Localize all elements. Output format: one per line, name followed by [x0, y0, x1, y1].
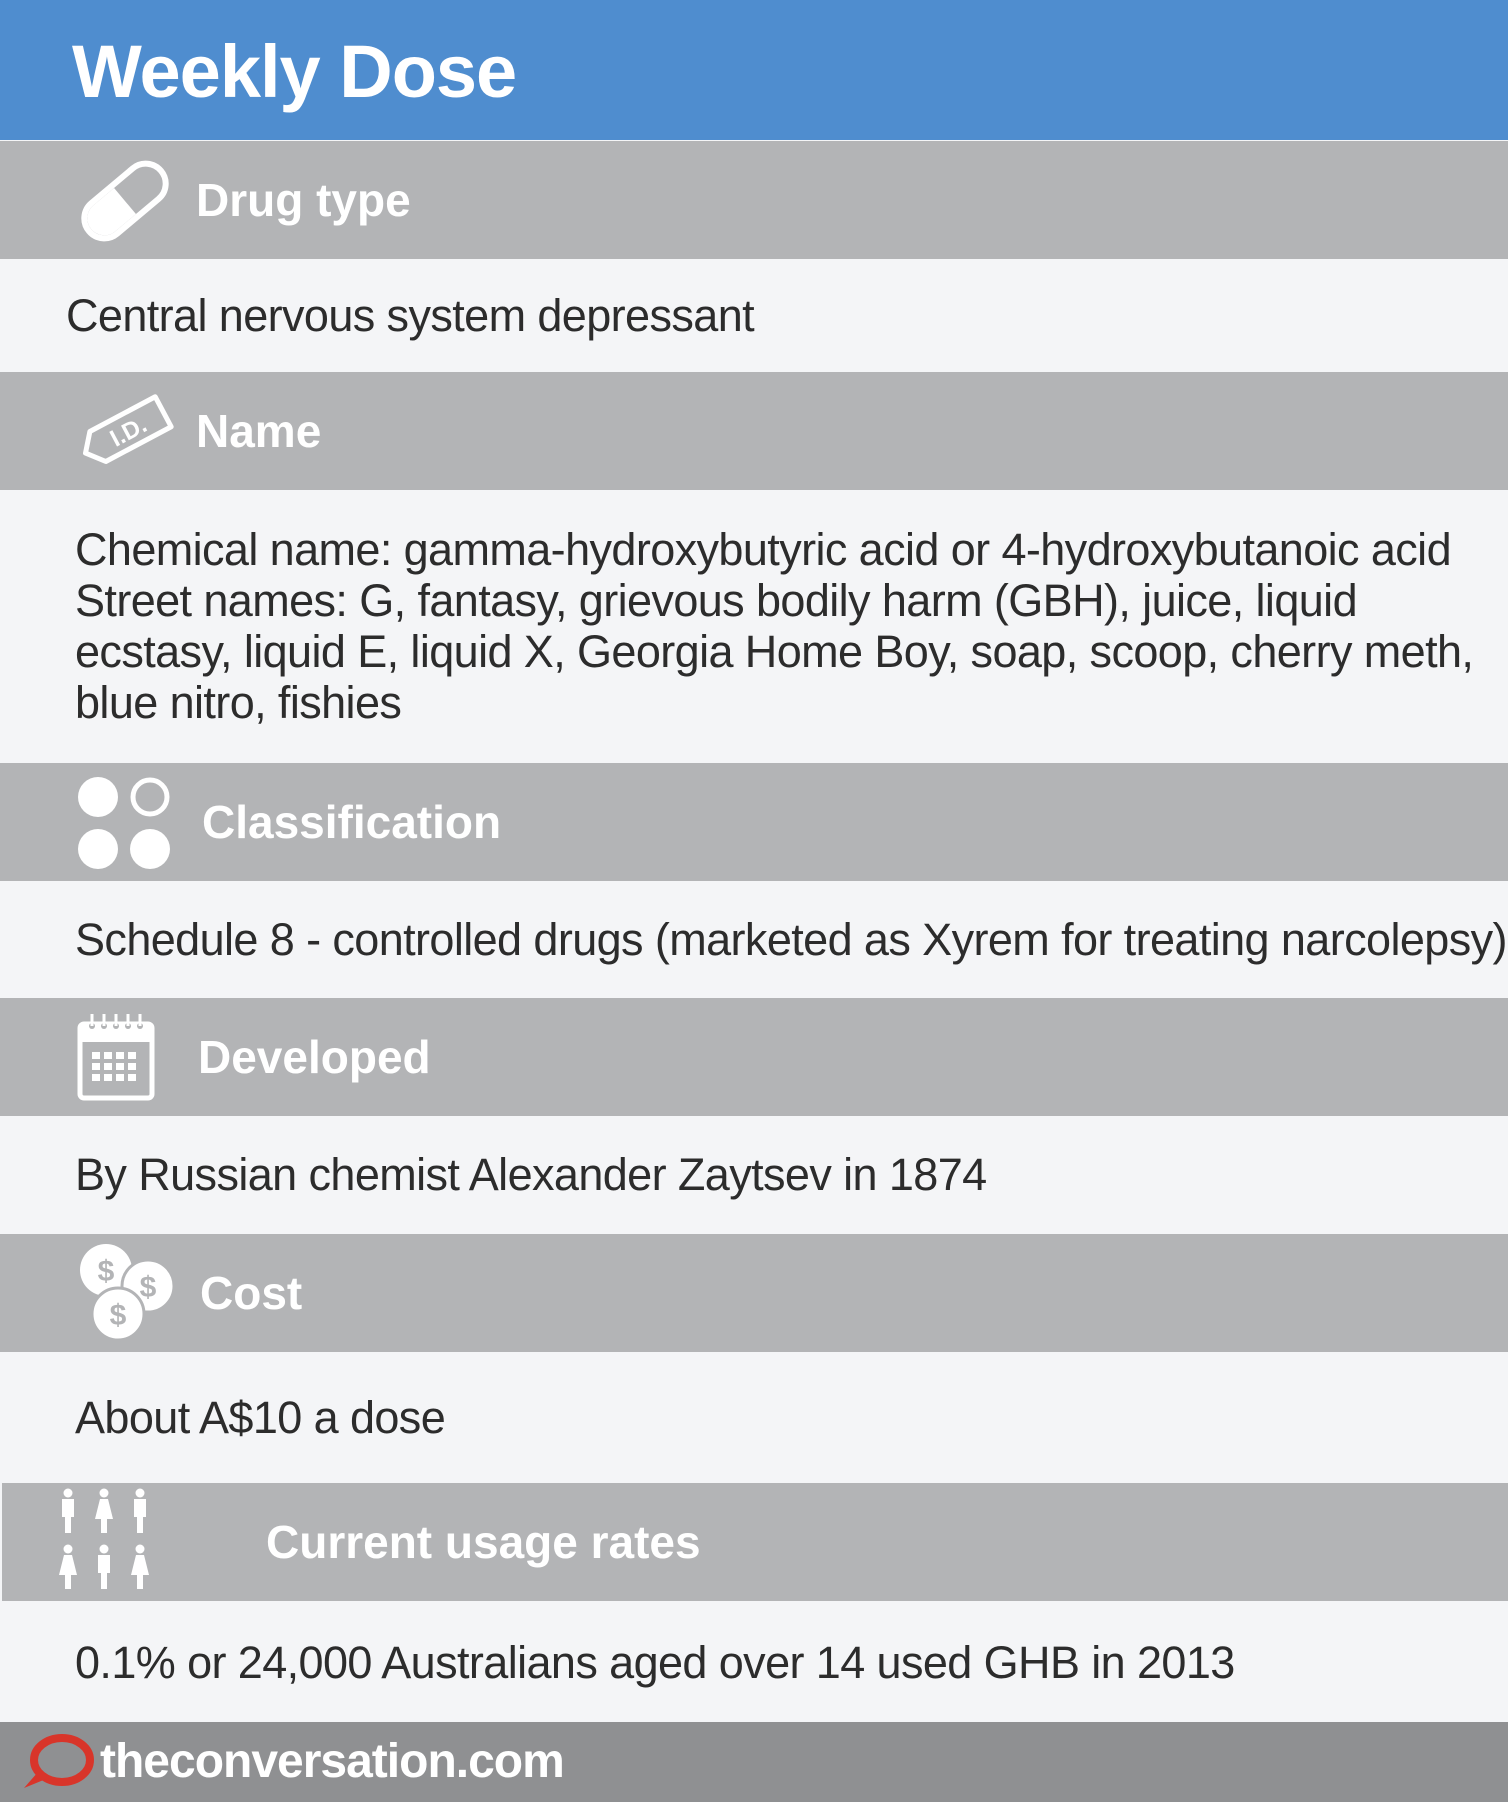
section-body-name — [0, 490, 1508, 762]
speech-bubble-logo-icon — [20, 1732, 96, 1797]
dots-icon — [74, 773, 178, 878]
section-body-classification — [0, 881, 1508, 997]
section-text: About A$10 a dose — [75, 1392, 446, 1443]
coin-symbol: $ — [97, 1255, 115, 1288]
section-header-drug-type — [0, 141, 1508, 259]
section-heading: Cost — [200, 1267, 303, 1319]
page-title: Weekly Dose — [72, 30, 517, 113]
section-heading: Developed — [198, 1031, 431, 1083]
section-text: 0.1% or 24,000 Australians aged over 14 used GHB in 2013 — [75, 1637, 1235, 1688]
section-text: By Russian chemist Alexander Zaytsev in 1874 — [75, 1149, 987, 1200]
section-heading: Drug type — [196, 174, 411, 226]
coin-symbol: $ — [139, 1271, 157, 1304]
coins-icon — [78, 1240, 178, 1351]
section-text: Central nervous system depressant — [66, 290, 755, 341]
section-header-name — [0, 372, 1508, 490]
section-header-usage — [2, 1483, 1508, 1601]
section-header-developed — [0, 998, 1508, 1116]
id-tag-icon — [72, 384, 182, 483]
pill-icon — [70, 151, 180, 256]
street-names-text: Street names: G, fantasy, grievous bodily harm (GBH), juice, liquid ecstasy, liquid E, liquid X, Georgia Home Boy, soap, scoop, cherry meth, blue nitro, fishies — [75, 575, 1474, 728]
id-tag-text: I.D. — [105, 411, 152, 453]
section-body-drug-type — [0, 259, 1508, 371]
section-heading: Current usage rates — [266, 1516, 701, 1568]
section-text: Schedule 8 - controlled drugs (marketed as Xyrem for treating narcolepsy) — [75, 914, 1507, 965]
brand-link[interactable]: theconversation.com — [100, 1735, 564, 1788]
calendar-icon — [76, 1010, 156, 1109]
section-header-classification — [0, 763, 1508, 881]
section-heading: Name — [196, 405, 322, 457]
section-body-usage — [0, 1601, 1508, 1721]
footer — [0, 1722, 1508, 1802]
people-icon — [52, 1487, 156, 1602]
coin-symbol: $ — [109, 1299, 127, 1332]
title-bar — [0, 0, 1508, 140]
section-body-developed — [0, 1116, 1508, 1233]
section-body-cost — [0, 1352, 1508, 1482]
chemical-name-text: Chemical name: gamma-hydroxybutyric acid or 4-hydroxybutanoic acid — [75, 524, 1452, 575]
section-heading: Classification — [202, 796, 502, 848]
section-header-cost — [0, 1234, 1508, 1352]
